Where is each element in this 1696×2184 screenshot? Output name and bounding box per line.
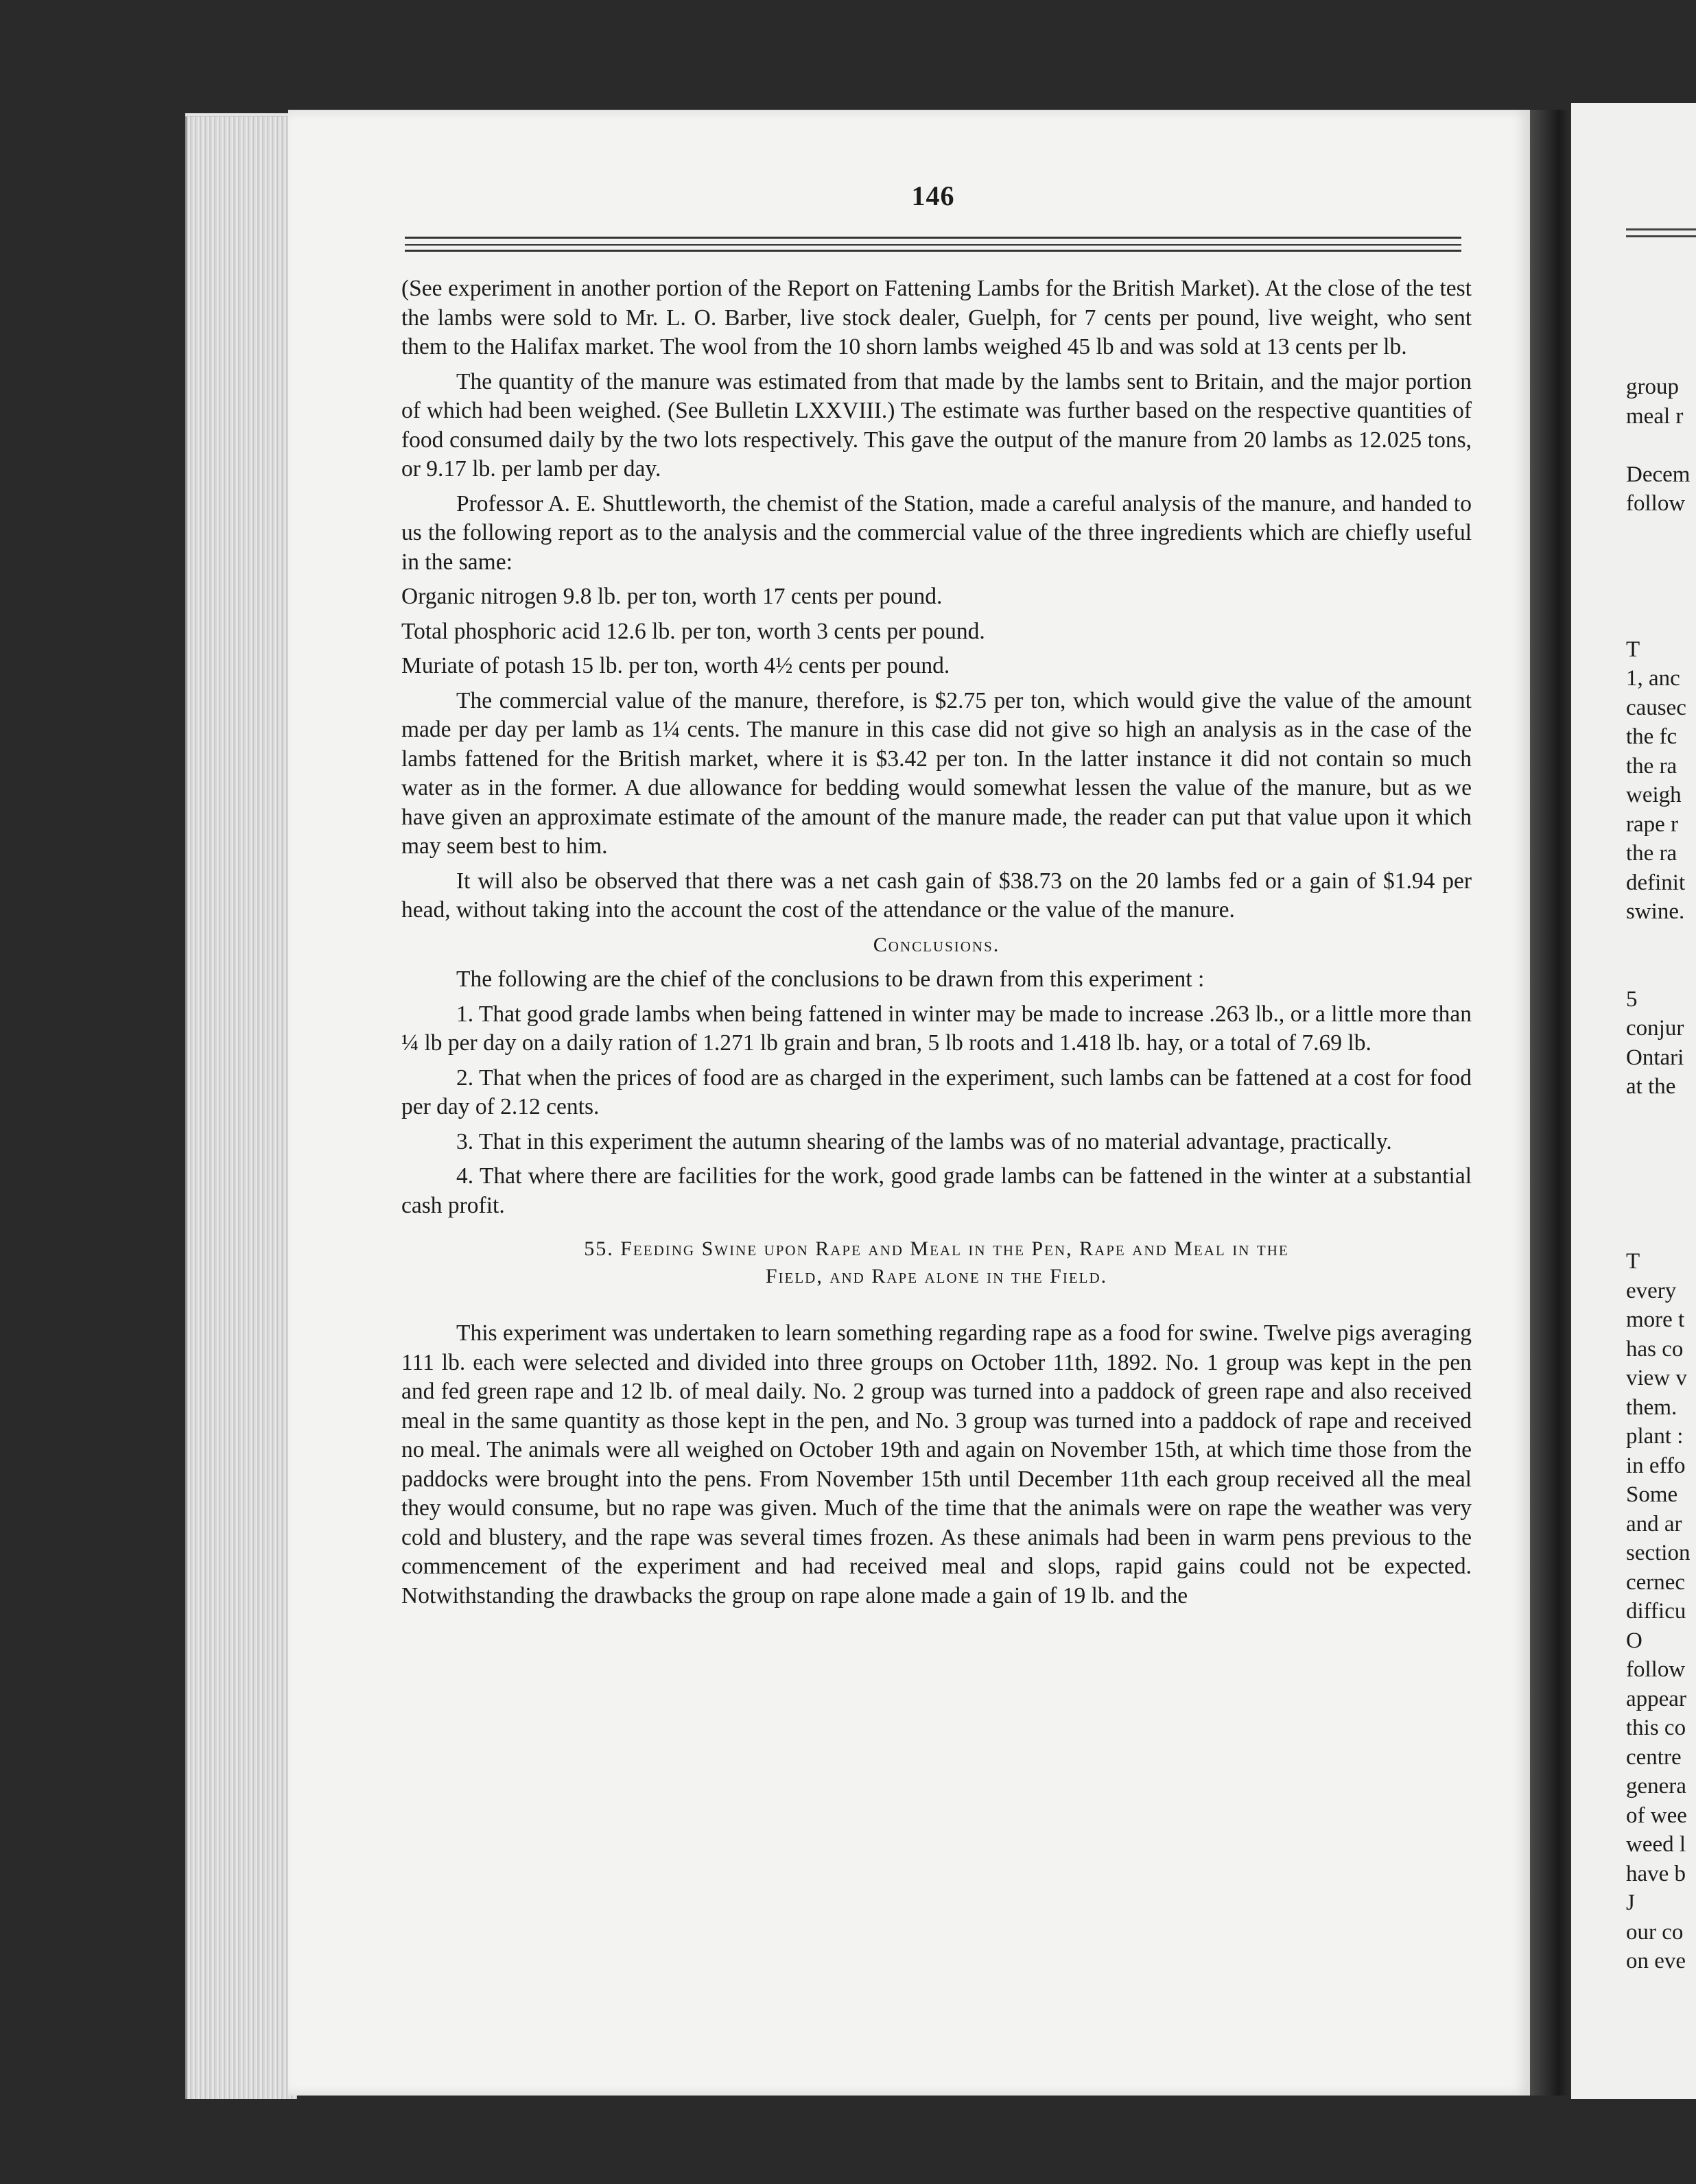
right-page-line-fragment: centre: [1626, 1744, 1682, 1770]
right-page-text-fragments: [1626, 372, 1696, 1976]
right-page-line-fragment: plant :: [1626, 1424, 1684, 1449]
conclusions-heading: Conclusions.: [873, 933, 1000, 956]
right-page-line-fragment: [1626, 606, 1696, 635]
ingredient-line: Muriate of potash 15 lb. per ton, worth 4½ cents per pound.: [401, 653, 950, 678]
right-page-line-fragment: group: [1626, 375, 1679, 399]
conclusion-item: 1. That good grade lambs when being fattened in winter may be made to increase .263 lb., or a little more than ¼ lb per day on a daily ration of 1.271 lb grain and bran, 5 lb roots and 1.418 lb. hay, or a total of 7.69 lb.: [401, 1001, 1472, 1056]
right-page-line-fragment: the ra: [1626, 841, 1677, 866]
body-paragraph: This experiment was undertaken to learn something regarding rape as a food for swine. Twelve pigs averaging 111 lb. each were selected and divided into three groups on October 11th, 1892. No. 1 group was kept in the pen and fed green rape and 12 lb. of meal daily. No. 2 group was turned into a paddock of green rape and also received meal in the same quantity as those kept in the pen, and No. 3 group was turned into a paddock of rape and received no meal. The animals were all weighed on October 19th and again on November 15th, at which time those from the paddocks were brought into the pens. From November 15th until December 11th each group received all the meal they would consume, but no rape was given. Much of the time that the animals were on rape the weather was very cold and blustery, and the rape was several times frozen. As these animals had been in warm pens previous to the commencement of the experiment and had received meal and slops, rapid gains could not be expected. Notwithstanding the drawbacks the group on rape alone made a gain of 19 lb. and the: [401, 1320, 1472, 1609]
right-page-line-fragment: causec: [1626, 695, 1686, 720]
body-paragraph: Professor A. E. Shuttleworth, the chemist of the Station, made a careful analysis of the manure, and handed to us the following report as to the analysis and the commercial value of the three ingredients which are chiefly useful in the same:: [401, 490, 1472, 575]
right-page-line-fragment: T: [1626, 637, 1640, 662]
body-paragraph: The quantity of the manure was estimated from that made by the lambs sent to Britain, and the major portion of which had been weighed. (See Bulletin LXXVIII.) The estimate was further based on the respective quantities of food consumed daily by the two lots respectively. This gave the output of the manure from 20 lambs as 12.025 tons, or 9.17 lb. per lamb per day.: [401, 368, 1472, 482]
right-page-line-fragment: [1626, 431, 1696, 460]
right-page-line-fragment: in effo: [1626, 1453, 1686, 1478]
right-page-line-fragment: on eve: [1626, 1949, 1686, 1973]
right-page-line-fragment: our co: [1626, 1919, 1684, 1945]
right-page-line-fragment: cernec: [1626, 1569, 1686, 1595]
right-page-line-fragment: 1, anc: [1626, 666, 1680, 691]
right-page-line-fragment: weigh: [1626, 783, 1682, 807]
right-page-rule: [1626, 228, 1696, 230]
right-page: [1571, 103, 1696, 2099]
right-page-line-fragment: section: [1626, 1541, 1691, 1565]
right-page-line-fragment: Decem: [1626, 462, 1691, 487]
right-page-line-fragment: [1626, 547, 1696, 577]
right-page-line-fragment: genera: [1626, 1774, 1686, 1799]
right-page-rule: [1626, 235, 1696, 237]
body-paragraph: It will also be observed that there was a net cash gain of $38.73 on the 20 lambs fed or a gain of $1.94 per head, without taking into the account the cost of the attendance or the value of the manure.: [401, 868, 1472, 923]
right-page-line-fragment: weed l: [1626, 1832, 1686, 1857]
right-page-line-fragment: has co: [1626, 1336, 1684, 1362]
right-page-line-fragment: every: [1626, 1278, 1677, 1303]
right-page-line-fragment: [1626, 1160, 1696, 1189]
right-page-line-fragment: 5: [1626, 986, 1638, 1012]
right-page-line-fragment: the ra: [1626, 753, 1677, 779]
right-page-line-fragment: [1626, 927, 1696, 956]
right-page-line-fragment: view v: [1626, 1366, 1687, 1390]
right-page-line-fragment: have b: [1626, 1861, 1686, 1886]
right-page-line-fragment: difficu: [1626, 1599, 1686, 1624]
right-page-line-fragment: more t: [1626, 1307, 1685, 1332]
body-paragraph: (See experiment in another portion of the Report on Fattening Lambs for the British Market). At the close of the test the lambs were sold to Mr. L. O. Barber, live stock dealer, Guelph, for 7 cents per pound, live weight, who sent them to the Halifax market. The wool from the 10 shorn lambs weighed 45 lb and was sold at 13 cents per lb.: [401, 276, 1472, 359]
right-page-line-fragment: [1626, 956, 1696, 985]
right-page-line-fragment: [1626, 1189, 1696, 1218]
header-rule: [405, 244, 1461, 246]
right-page-line-fragment: them.: [1626, 1394, 1677, 1420]
page-number: 146: [911, 180, 955, 211]
right-page-line-fragment: [1626, 1102, 1696, 1131]
right-page-line-fragment: T: [1626, 1249, 1640, 1274]
conclusion-item: 3. That in this experiment the autumn shearing of the lambs was of no material advantage, practically.: [456, 1128, 1392, 1154]
ingredient-line: Total phosphoric acid 12.6 lb. per ton, worth 3 cents per pound.: [401, 618, 985, 644]
book-page-edges-left: [185, 117, 297, 2099]
conclusions-intro: The following are the chief of the conclusions to be drawn from this experiment :: [456, 966, 1205, 992]
right-page-line-fragment: of wee: [1626, 1803, 1687, 1828]
right-page-line-fragment: and ar: [1626, 1511, 1682, 1536]
right-page-line-fragment: J: [1626, 1890, 1635, 1915]
section-title-line: Field, and Rape alone in the Field.: [765, 1265, 1108, 1287]
header-rule: [405, 250, 1461, 252]
right-page-line-fragment: the fc: [1626, 724, 1677, 749]
right-page-line-fragment: [1626, 1218, 1696, 1248]
right-page-line-fragment: this co: [1626, 1716, 1686, 1740]
right-page-line-fragment: definit: [1626, 870, 1686, 895]
right-page-line-fragment: swine.: [1626, 899, 1685, 924]
right-page-line-fragment: [1626, 1130, 1696, 1160]
right-page-line-fragment: follow: [1626, 1657, 1686, 1682]
ingredient-line: Organic nitrogen 9.8 lb. per ton, worth 17 cents per pound.: [401, 584, 943, 609]
right-page-line-fragment: appear: [1626, 1686, 1686, 1711]
right-page-line-fragment: Ontari: [1626, 1045, 1684, 1070]
conclusion-item: 4. That where there are facilities for the work, good grade lambs can be fattened in the winter at a substantial cash profit.: [401, 1163, 1472, 1218]
right-page-line-fragment: Some: [1626, 1482, 1678, 1507]
conclusion-item: 2. That when the prices of food are as charged in the experiment, such lambs can be fattened at a cost for food per day of 2.12 cents.: [401, 1065, 1472, 1119]
right-page-line-fragment: O: [1626, 1628, 1642, 1653]
page-body: [401, 274, 1472, 1616]
right-page-line-fragment: follow: [1626, 491, 1686, 516]
right-page-line-fragment: conjur: [1626, 1016, 1684, 1041]
section-title: [429, 1235, 1444, 1290]
right-page-line-fragment: rape r: [1626, 811, 1679, 837]
right-page-line-fragment: [1626, 519, 1696, 548]
body-paragraph: The commercial value of the manure, therefore, is $2.75 per ton, which would give the value of the amount made per day per lamb as 1¼ cents. The manure in this case did not give so high an analysis as in the case of the lambs fattened for the British market, where it is $3.42 per ton. In the latter instance it did not contain so much water as in the former. A due allowance for bedding would somewhat lessen the value of the manure, but as we have given an approximate estimate of the amount of the manure made, the reader can put that value upon it which may seem best to him.: [401, 687, 1472, 859]
header-rule: [405, 237, 1461, 239]
right-page-line-fragment: meal r: [1626, 403, 1684, 429]
right-page-line-fragment: [1626, 577, 1696, 606]
section-title-line: 55. Feeding Swine upon Rape and Meal in the Pen, Rape and Meal in the: [584, 1237, 1289, 1260]
right-page-line-fragment: at the: [1626, 1074, 1676, 1099]
